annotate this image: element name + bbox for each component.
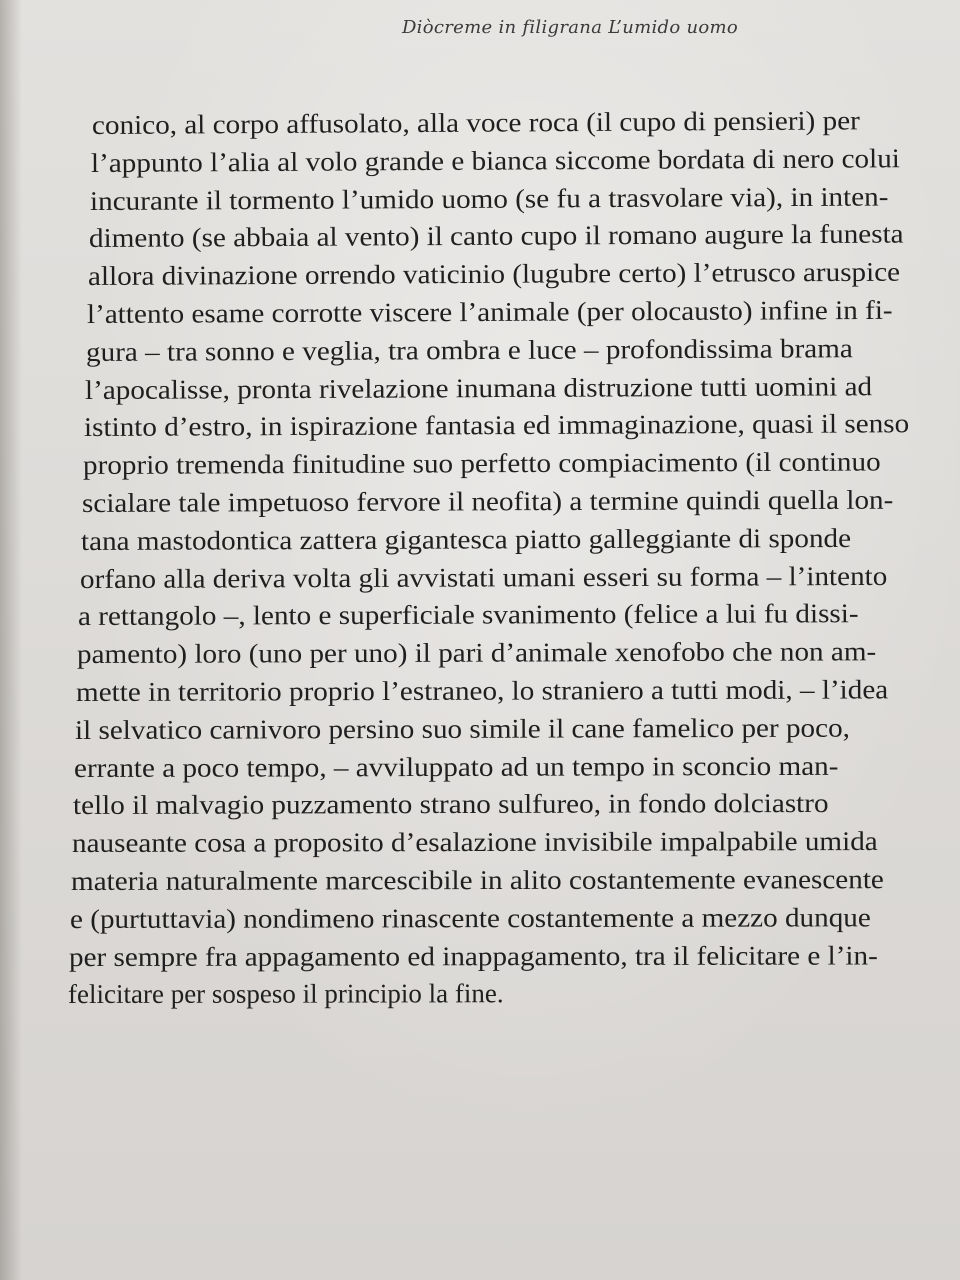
text-line: felicitare per sospeso il principio la fine. bbox=[67, 978, 504, 1010]
text-line: l’appunto l’alia al volo grande e bianca siccome bordata di nero colui bbox=[90, 143, 900, 178]
text-line: pamento) loro (uno per uno) il pari d’animale xenofobo che non am- bbox=[77, 636, 877, 670]
text-line: incurante il tormento l’umido uomo (se fu a trasvolare via), in inten- bbox=[89, 181, 889, 216]
text-line: l’apocalisse, pronta rivelazione inumana distruzione tutti uomini ad bbox=[84, 370, 872, 405]
text-line: scialare tale impetuoso fervore il neofita) a termine quindi quella lon- bbox=[81, 484, 893, 518]
page-gutter-shadow bbox=[0, 0, 22, 1280]
text-line: tana mastodontica zattera gigantesca piatto galleggiante di sponde bbox=[80, 522, 851, 556]
text-line: nauseante cosa a proposito d’esalazione invisibile impalpabile umida bbox=[72, 826, 878, 859]
text-line: gura – tra sonno e veglia, tra ombra e luce – profondissima brama bbox=[85, 332, 853, 367]
text-line: tello il malvagio puzzamento strano sulfureo, in fondo dolciastro bbox=[73, 788, 829, 821]
text-line: e (purtuttavia) nondimeno rinascente costantemente a mezzo dunque bbox=[70, 902, 871, 934]
text-line: a rettangolo –, lento e superficiale svanimento (felice a lui fu dissi- bbox=[78, 598, 860, 632]
text-line: conico, al corpo affusolato, alla voce roca (il cupo di pensieri) per bbox=[91, 105, 860, 140]
text-line: istinto d’estro, in ispirazione fantasia ed immaginazione, quasi il senso bbox=[83, 408, 909, 443]
show-through-text bbox=[360, 1040, 880, 1260]
text-line: allora divinazione orrendo vaticinio (lugubre certo) l’etrusco aruspice bbox=[87, 256, 900, 292]
running-head: Diòcreme in filigrana L’umido uomo bbox=[401, 17, 739, 38]
text-line: orfano alla deriva volta gli avvistati umani esseri su forma – l’intento bbox=[79, 560, 887, 594]
text-line: per sempre fra appagamento ed inappagamento, tra il felicitare e l’in- bbox=[68, 940, 878, 972]
text-line: materia naturalmente marcescibile in alito costantemente evanescente bbox=[71, 864, 884, 896]
text-line: proprio tremenda finitudine suo perfetto compiacimento (il continuo bbox=[82, 446, 881, 481]
text-line: l’attento esame corrotte viscere l’animale (per olocausto) infine in fi- bbox=[86, 294, 893, 329]
text-line: il selvatico carnivoro persino suo simile il cane famelico per poco, bbox=[75, 712, 851, 745]
text-line: dimento (se abbaia al vento) il canto cupo il romano augure la funesta bbox=[88, 218, 904, 254]
text-line: mette in territorio proprio l’estraneo, lo straniero a tutti modi, – l’idea bbox=[76, 674, 889, 707]
text-line: errante a poco tempo, – avviluppato ad un tempo in sconcio man- bbox=[74, 750, 839, 783]
